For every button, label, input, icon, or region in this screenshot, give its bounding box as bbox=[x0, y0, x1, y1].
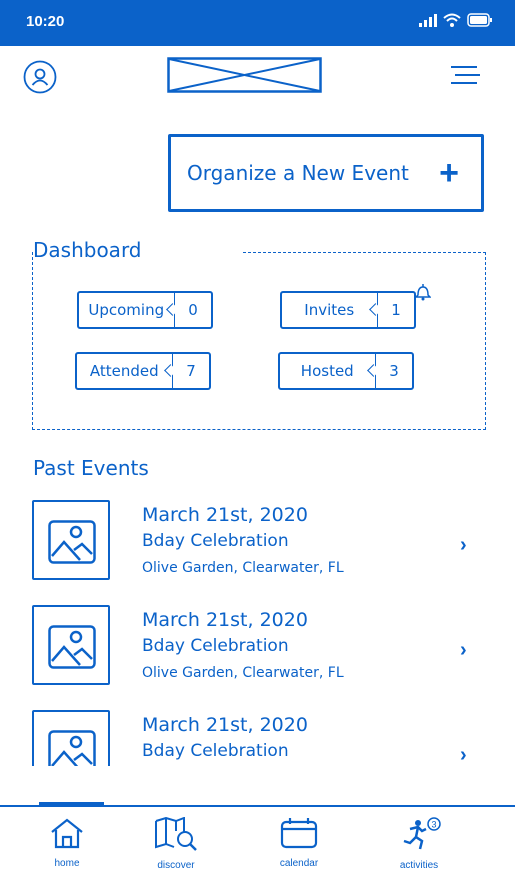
tab-activities-label: activities bbox=[399, 860, 439, 871]
dashboard-hosted[interactable] bbox=[278, 352, 414, 390]
hamburger-menu-icon[interactable] bbox=[449, 64, 481, 86]
running-person-icon bbox=[396, 817, 442, 851]
event-name: Bday Celebration bbox=[142, 636, 289, 656]
image-icon bbox=[48, 520, 96, 564]
event-date: March 21st, 2020 bbox=[142, 504, 308, 526]
event-thumbnail bbox=[32, 710, 110, 766]
dashboard-box bbox=[32, 252, 486, 430]
status-bar bbox=[0, 0, 515, 46]
bell-icon bbox=[415, 283, 431, 301]
dashboard-title: Dashboard bbox=[33, 238, 142, 262]
tab-calendar-label: calendar bbox=[279, 858, 319, 869]
tab-bar bbox=[0, 805, 515, 883]
pill-divider bbox=[377, 293, 379, 327]
tab-activities[interactable] bbox=[374, 817, 464, 871]
tab-home[interactable] bbox=[22, 817, 112, 869]
pill-divider bbox=[375, 354, 377, 388]
plus-icon: + bbox=[439, 154, 459, 192]
home-icon bbox=[49, 817, 85, 849]
wifi-icon bbox=[443, 13, 461, 27]
event-location: Olive Garden, Clearwater, FL bbox=[142, 560, 344, 576]
tab-home-label: home bbox=[54, 858, 80, 869]
tab-discover-label: discover bbox=[157, 860, 195, 871]
hosted-value: 3 bbox=[389, 362, 399, 380]
status-icons bbox=[419, 13, 493, 27]
event-thumbnail bbox=[32, 605, 110, 685]
image-icon bbox=[48, 625, 96, 669]
tab-discover[interactable] bbox=[131, 817, 221, 871]
event-date: March 21st, 2020 bbox=[142, 609, 308, 631]
dashboard-upcoming[interactable] bbox=[77, 291, 213, 329]
organize-event-button[interactable] bbox=[168, 134, 484, 212]
chevron-right-icon: › bbox=[460, 534, 467, 556]
event-name: Bday Celebration bbox=[142, 531, 289, 551]
event-name: Bday Celebration bbox=[142, 741, 289, 761]
image-icon bbox=[48, 730, 96, 766]
signal-icon bbox=[419, 13, 437, 27]
event-location: Olive Garden, Clearwater, FL bbox=[142, 665, 344, 681]
invites-value: 1 bbox=[391, 301, 401, 319]
upcoming-value: 0 bbox=[188, 301, 198, 319]
user-icon[interactable] bbox=[23, 60, 57, 94]
past-events-title: Past Events bbox=[33, 456, 149, 480]
event-date: March 21st, 2020 bbox=[142, 714, 308, 736]
activities-badge: 3 bbox=[431, 819, 437, 830]
dashboard-attended[interactable] bbox=[75, 352, 211, 390]
event-thumbnail bbox=[32, 500, 110, 580]
pill-divider bbox=[174, 293, 176, 327]
tab-calendar[interactable] bbox=[254, 817, 344, 869]
calendar-icon bbox=[280, 817, 318, 849]
battery-icon bbox=[467, 13, 493, 27]
map-search-icon bbox=[154, 817, 198, 851]
attended-label: Attended bbox=[89, 362, 159, 380]
list-item[interactable] bbox=[32, 710, 492, 766]
list-item[interactable] bbox=[32, 500, 492, 586]
invites-label: Invites bbox=[304, 301, 355, 319]
status-time: 10:20 bbox=[26, 13, 65, 30]
hosted-label: Hosted bbox=[300, 362, 354, 380]
dashboard-invites[interactable] bbox=[280, 291, 416, 329]
upcoming-label: Upcoming bbox=[88, 301, 165, 319]
chevron-right-icon: › bbox=[460, 639, 467, 661]
attended-value: 7 bbox=[186, 362, 196, 380]
logo-placeholder bbox=[167, 57, 322, 93]
organize-event-label: Organize a New Event bbox=[187, 161, 409, 185]
chevron-right-icon: › bbox=[460, 744, 467, 766]
list-item[interactable] bbox=[32, 605, 492, 691]
pill-divider bbox=[172, 354, 174, 388]
